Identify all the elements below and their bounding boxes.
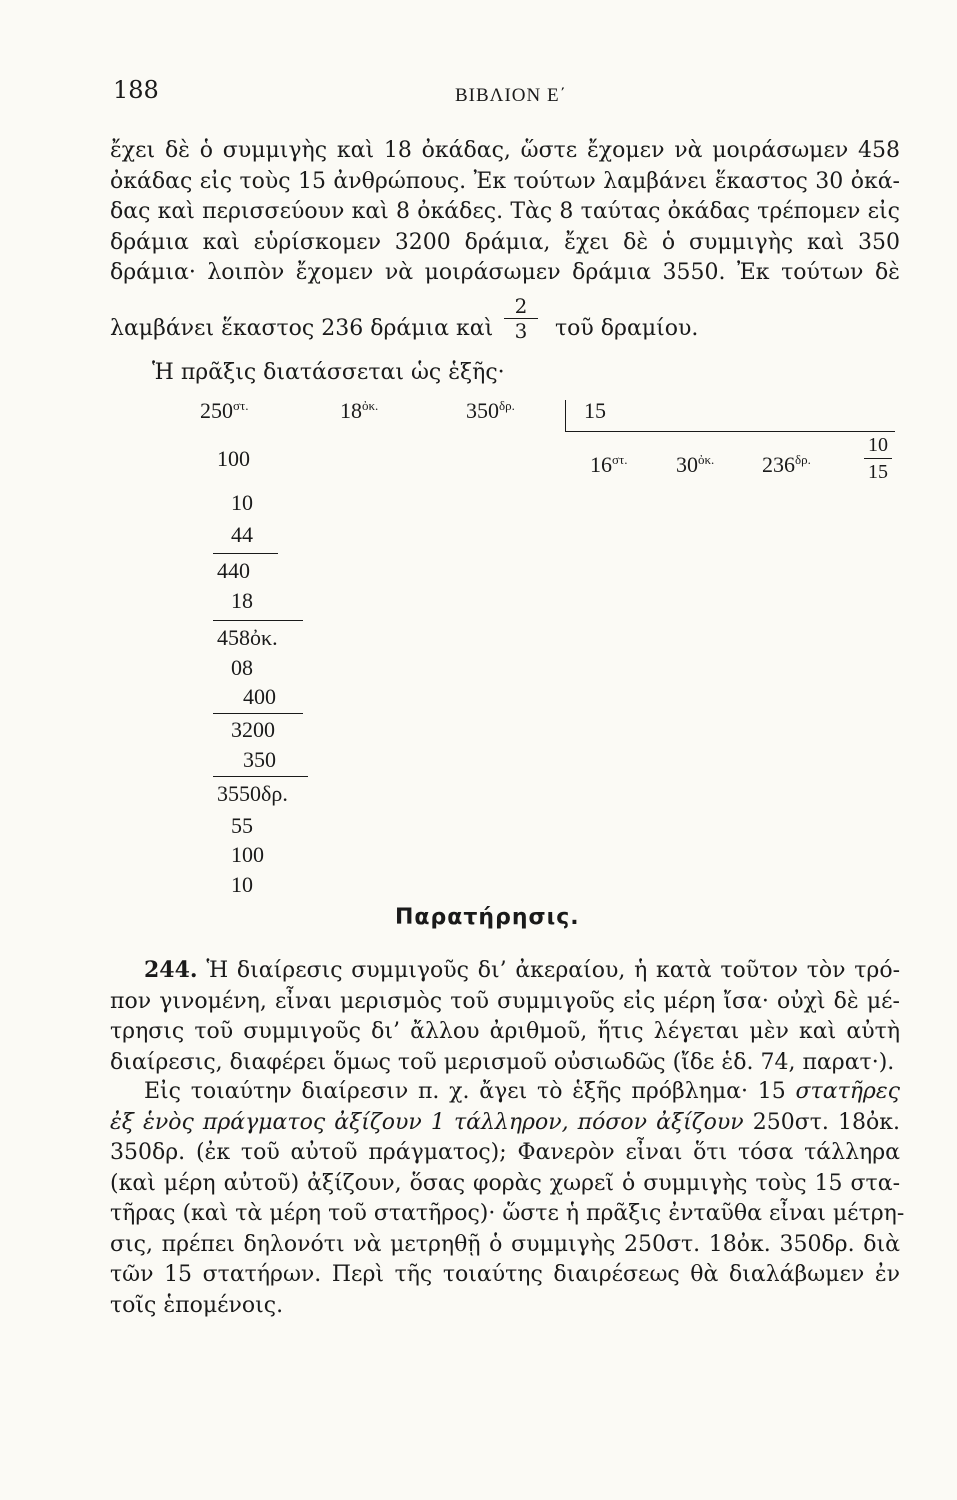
calc-rule bbox=[213, 553, 278, 554]
text-line: 244. Ἡ διαίρεσις συμμιγοῦς δι’ ἀκεραίου, ἡ κατὰ τοῦτον τὸν τρό- bbox=[144, 957, 901, 983]
text-line: τρησις τοῦ συμμιγοῦς δι’ ἄλλου ἀριθμοῦ, ἥτις λέγεται μὲν καὶ αὐτὴ bbox=[110, 1019, 900, 1044]
text-line-before-fraction: λαμβάνει ἕκαστος 236 δράμια καὶ bbox=[110, 316, 494, 341]
section-title-observation: Παρατήρησις. bbox=[395, 905, 580, 930]
text-line: 350δρ. (ἐκ τοῦ αὐτοῦ πράγματος); Φανερὸν εἶναι ὅτι τόσα τάλληρα bbox=[110, 1140, 900, 1165]
quotient-fraction-numerator: 10 bbox=[868, 434, 888, 456]
division-vertical-rule bbox=[565, 400, 566, 432]
page-number: 188 bbox=[113, 76, 159, 104]
fraction-two-thirds bbox=[498, 296, 544, 341]
paragraph-1 bbox=[110, 136, 900, 289]
text-line: τῆρας (καὶ τὰ μέρη τοῦ στατῆρος)· ὥστε ἡ πρᾶξις ἐνταῦθα εἶναι μέτρη- bbox=[110, 1201, 905, 1226]
quotient-fraction-denominator: 15 bbox=[868, 461, 888, 483]
quotient-stateres: $16^{\sigma\tau.}$ bbox=[590, 452, 628, 477]
text-line: τῶν 15 στατήρων. Περὶ τῆς τοιαύτης διαιρέσεως θὰ διαλάβωμεν ἐν bbox=[110, 1262, 900, 1287]
text-line: ἔχει δὲ ὁ συμμιγὴς καὶ 18 ὀκάδας, ὥστε ἔχομεν νὰ μοιράσωμεν 458 bbox=[110, 138, 900, 163]
calc-step: 458ὀκ. bbox=[217, 625, 278, 650]
calc-step: 3550δρ. bbox=[217, 781, 288, 806]
calc-step: 350 bbox=[243, 747, 276, 772]
calc-step: 100 bbox=[231, 842, 264, 867]
text-line: τοῖς ἑπομένοις. bbox=[110, 1292, 284, 1318]
quotient-fraction bbox=[860, 434, 896, 483]
fraction-denominator: 3 bbox=[514, 319, 528, 343]
division-horizontal-rule bbox=[565, 431, 895, 432]
calc-step: 08 bbox=[231, 655, 253, 680]
calculation-intro: Ἡ πρᾶξις διατάσσεται ὡς ἑξῆς· bbox=[152, 360, 505, 385]
text-line: ὀκάδας εἰς τοὺς 15 ἀνθρώπους. Ἐκ τούτων λαμβάνει ἕκαστος 30 ὀκά- bbox=[110, 168, 900, 194]
quotient-dramia: $236^{\delta\rho.}$ bbox=[762, 452, 811, 477]
text-line: δράμια· λοιπὸν ἔχομεν νὰ μοιράσωμεν δράμια 3550. Ἐκ τούτων δὲ bbox=[110, 260, 900, 285]
text-line: πον γινομένη, εἶναι μερισμὸς τοῦ συμμιγοῦς εἰς μέρη ἴσα· οὐχὶ δὲ μέ- bbox=[110, 988, 900, 1014]
calc-step: 100 bbox=[217, 446, 250, 471]
fraction-numerator: 2 bbox=[514, 294, 528, 318]
calc-step: 3200 bbox=[231, 717, 275, 742]
text-line: δράμια καὶ εὑρίσκομεν 3200 δράμια, ἔχει δὲ ὁ συμμιγὴς καὶ 350 bbox=[110, 229, 900, 255]
paragraph-244 bbox=[110, 955, 900, 1078]
calc-step: 400 bbox=[243, 684, 276, 709]
text-line: ἐξ ἑνὸς πράγματος ἀξίζουν 1 τάλληρον, πόσον ἀξίζουν 250στ. 18ὀκ. bbox=[110, 1109, 901, 1135]
calc-step: 44 bbox=[231, 522, 253, 547]
text-line-after-fraction: τοῦ δραμίου. bbox=[555, 316, 699, 341]
text-line: (καὶ μέρη αὐτοῦ) ἀξίζουν, ὅσας φορὰς χωρεῖ ὁ συμμιγὴς τοὺς 15 στα- bbox=[110, 1170, 900, 1196]
text-line: διαίρεσις, διαφέρει ὅμως τοῦ μερισμοῦ οὐσιωδῶς (ἴδε ἑδ. 74, παρατ·). bbox=[110, 1049, 895, 1075]
calc-step: 55 bbox=[231, 813, 253, 838]
calc-rule bbox=[213, 776, 308, 777]
calc-step: 10 bbox=[231, 490, 253, 515]
text-line: σις, πρέπει δηλονότι νὰ μετρηθῇ ὁ συμμιγὴς 250στ. 18ὀκ. 350δρ. διὰ bbox=[110, 1231, 900, 1257]
text-line: δας καὶ περισσεύουν καὶ 8 ὀκάδες. Τὰς 8 ταύτας ὀκάδας τρέπομεν εἰς bbox=[110, 199, 900, 224]
running-title: ΒΙΒΛΙΟΝ Ε΄ bbox=[455, 85, 567, 106]
dividend-okades: $18^{ὀ\kappa.}$ bbox=[340, 398, 379, 423]
calc-step: 18 bbox=[231, 588, 253, 613]
dividend-dramia: $350^{\delta\rho.}$ bbox=[466, 398, 515, 423]
fraction-bar bbox=[864, 458, 892, 459]
text-line: Εἰς τοιαύτην διαίρεσιν π. χ. ἄγει τὸ ἑξῆς πρόβλημα· 15 στατῆρες bbox=[144, 1079, 900, 1104]
paragraph-example bbox=[110, 1077, 905, 1321]
calc-step: 10 bbox=[231, 872, 253, 897]
quotient-okades: $30^{ὀ\kappa.}$ bbox=[676, 452, 715, 477]
paragraph-number: 244. bbox=[144, 957, 198, 983]
divisor: 15 bbox=[584, 398, 606, 423]
calc-step: 440 bbox=[217, 558, 250, 583]
dividend-stateres: $250^{\sigma\tau.}$ bbox=[200, 398, 249, 423]
calc-rule bbox=[213, 713, 303, 714]
calc-rule bbox=[213, 620, 303, 621]
